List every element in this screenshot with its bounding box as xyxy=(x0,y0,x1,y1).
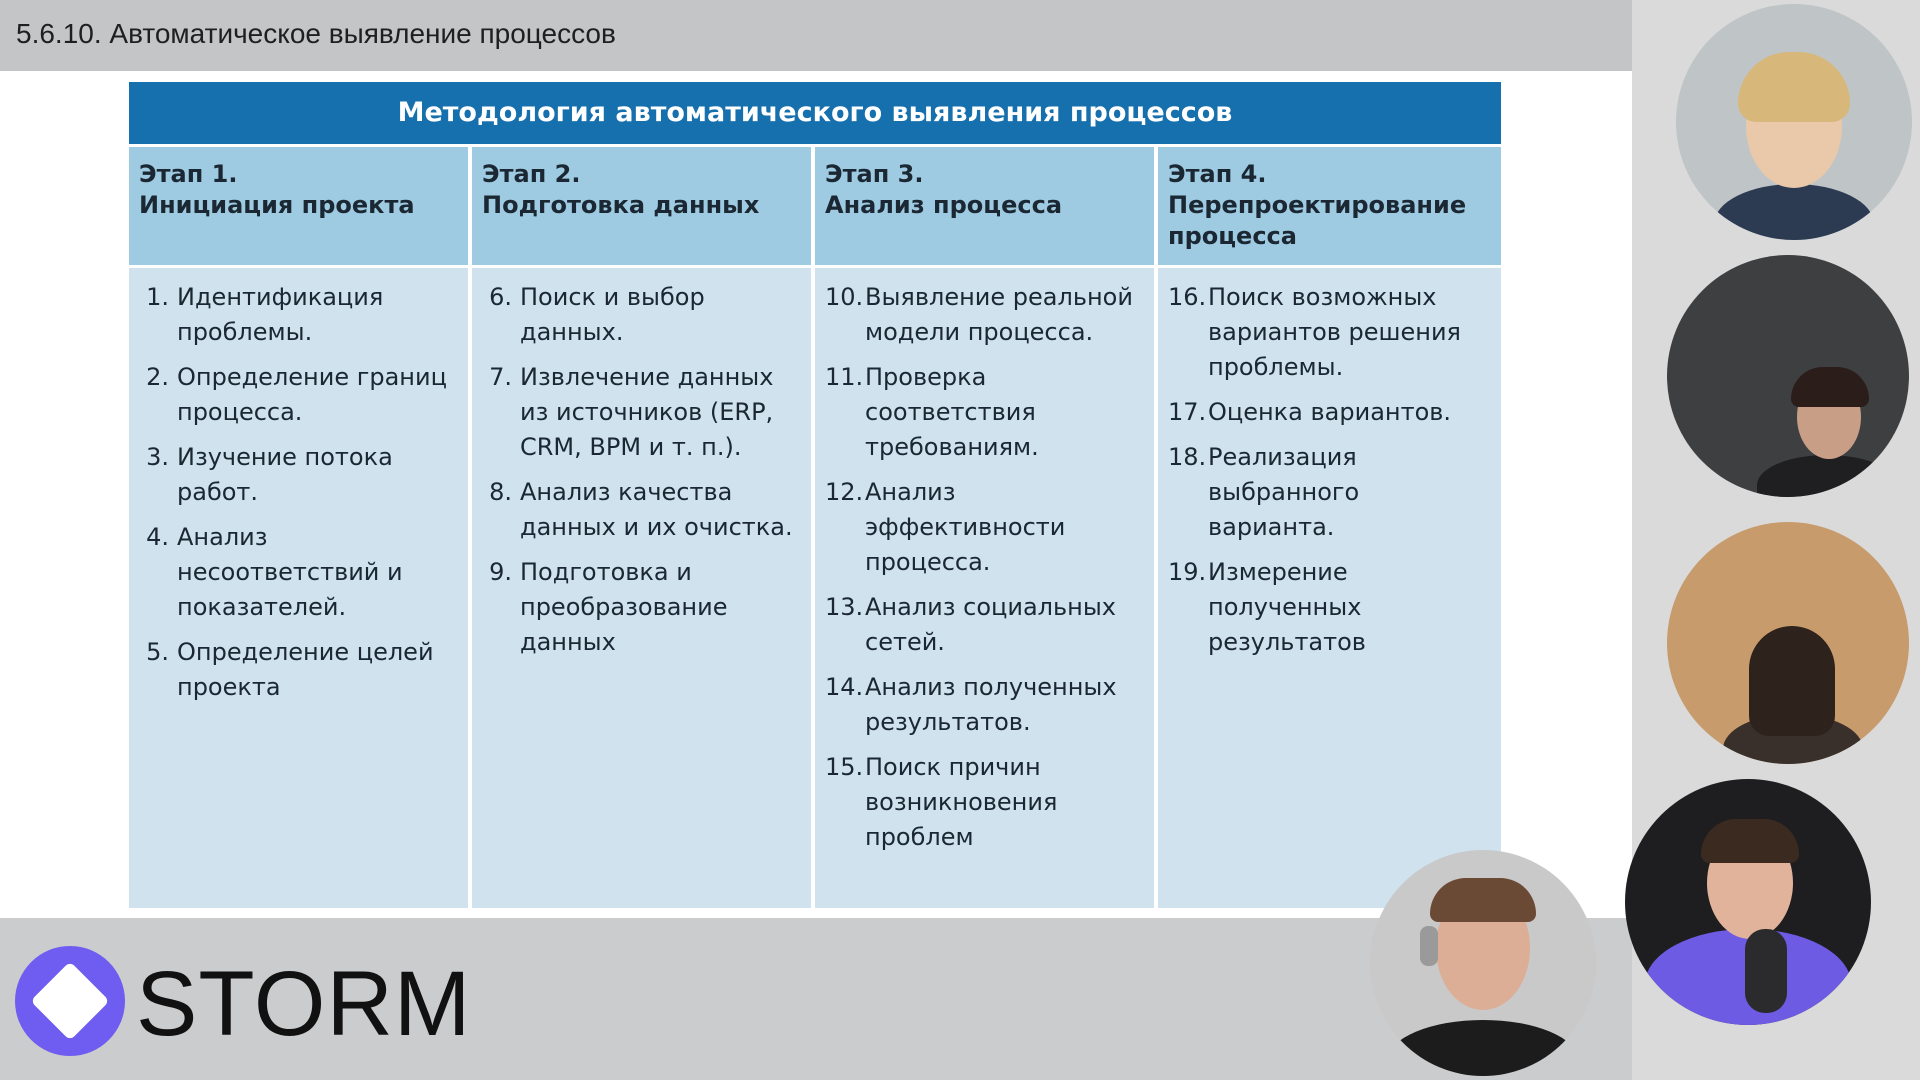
participant-hair xyxy=(1791,367,1869,407)
item-number: 18. xyxy=(1168,443,1207,471)
table-header: Методология автоматического выявления процессов xyxy=(129,82,1501,144)
stage-number: Этап 4. xyxy=(1168,160,1267,188)
item-number: 10. xyxy=(825,283,864,311)
participant-body xyxy=(1714,184,1874,240)
participant-video[interactable] xyxy=(1667,522,1909,764)
item-text: Анализ социальных сетей. xyxy=(865,593,1116,656)
list-item xyxy=(139,635,460,705)
headphones-icon xyxy=(1420,926,1438,966)
list-item xyxy=(1168,440,1493,545)
list-item xyxy=(1168,395,1493,430)
methodology-table xyxy=(129,82,1501,908)
item-number: 12. xyxy=(825,478,864,506)
participant-hair xyxy=(1749,626,1835,736)
item-text: Анализ полученных результатов. xyxy=(865,673,1117,736)
item-number: 6. xyxy=(489,283,512,311)
item-number: 16. xyxy=(1168,283,1207,311)
item-number: 13. xyxy=(825,593,864,621)
item-number: 19. xyxy=(1168,558,1207,586)
column-body-stage-1 xyxy=(129,268,468,908)
column-header-stage-3 xyxy=(815,147,1154,265)
list-item xyxy=(825,475,1146,580)
list-item xyxy=(825,670,1146,740)
microphone-icon xyxy=(1745,929,1787,1013)
list-item xyxy=(139,520,460,625)
list-item xyxy=(825,280,1146,350)
item-number: 15. xyxy=(825,753,864,781)
slide-title: 5.6.10. Автоматическое выявление процессов xyxy=(16,18,616,49)
item-number: 9. xyxy=(489,558,512,586)
item-number: 14. xyxy=(825,673,864,701)
list-item xyxy=(139,440,460,510)
participant-video[interactable] xyxy=(1667,255,1909,497)
slide-title-bar xyxy=(0,0,1632,71)
item-text: Поиск причин возникновения проблем xyxy=(865,753,1058,851)
list-item xyxy=(825,590,1146,660)
item-text: Проверка соответствия требованиям. xyxy=(865,363,1039,461)
item-text: Подготовка и преобразование данных xyxy=(520,558,728,656)
list-item xyxy=(825,750,1146,855)
column-body-stage-2 xyxy=(472,268,811,908)
item-text: Реализация выбранного варианта. xyxy=(1208,443,1360,541)
item-number: 8. xyxy=(489,478,512,506)
item-number: 5. xyxy=(146,638,169,666)
stage-number: Этап 2. xyxy=(482,160,581,188)
item-text: Определение границ процесса. xyxy=(177,363,447,426)
participant-body xyxy=(1388,1020,1578,1076)
stage-name: Перепроектирование процесса xyxy=(1168,191,1467,250)
item-text: Анализ качества данных и их очистка. xyxy=(520,478,793,541)
item-text: Поиск и выбор данных. xyxy=(520,283,705,346)
item-number: 17. xyxy=(1168,398,1207,426)
item-number: 2. xyxy=(146,363,169,391)
stage-name: Инициация проекта xyxy=(139,191,415,219)
stage-name: Подготовка данных xyxy=(482,191,760,219)
list-item xyxy=(482,280,803,350)
column-header-stage-4 xyxy=(1158,147,1501,265)
item-text: Извлечение данных из источников (ERP, CRM, BPM и т. п.). xyxy=(520,363,774,461)
list-item xyxy=(482,360,803,465)
item-text: Измерение полученных результатов xyxy=(1208,558,1366,656)
participant-video[interactable] xyxy=(1676,4,1912,240)
item-text: Выявление реальной модели процесса. xyxy=(865,283,1133,346)
item-number: 1. xyxy=(146,283,169,311)
stage-name: Анализ процесса xyxy=(825,191,1063,219)
item-number: 11. xyxy=(825,363,864,391)
list-item xyxy=(482,475,803,545)
participant-video[interactable] xyxy=(1625,779,1871,1025)
column-body-stage-4 xyxy=(1158,268,1501,908)
brand-logo-text: STORM xyxy=(136,953,472,1055)
list-item xyxy=(1168,280,1493,385)
item-text: Анализ эффективности процесса. xyxy=(865,478,1066,576)
list-item xyxy=(1168,555,1493,660)
stage-number: Этап 1. xyxy=(139,160,238,188)
item-text: Изучение потока работ. xyxy=(177,443,393,506)
participant-hair xyxy=(1738,52,1850,122)
stage-number: Этап 3. xyxy=(825,160,924,188)
list-item xyxy=(825,360,1146,465)
item-text: Анализ несоответствий и показателей. xyxy=(177,523,403,621)
item-text: Поиск возможных вариантов решения проблемы. xyxy=(1208,283,1461,381)
item-text: Идентификация проблемы. xyxy=(177,283,384,346)
participant-hair xyxy=(1430,878,1536,922)
list-item xyxy=(139,280,460,350)
participant-hair xyxy=(1701,819,1799,863)
item-text: Определение целей проекта xyxy=(177,638,434,701)
item-number: 7. xyxy=(489,363,512,391)
item-number: 3. xyxy=(146,443,169,471)
participant-video[interactable] xyxy=(1370,850,1596,1076)
item-number: 4. xyxy=(146,523,169,551)
column-header-stage-2 xyxy=(472,147,811,265)
item-text: Оценка вариантов. xyxy=(1208,398,1452,426)
column-body-stage-3 xyxy=(815,268,1154,908)
list-item xyxy=(139,360,460,430)
list-item xyxy=(482,555,803,660)
column-header-stage-1 xyxy=(129,147,468,265)
